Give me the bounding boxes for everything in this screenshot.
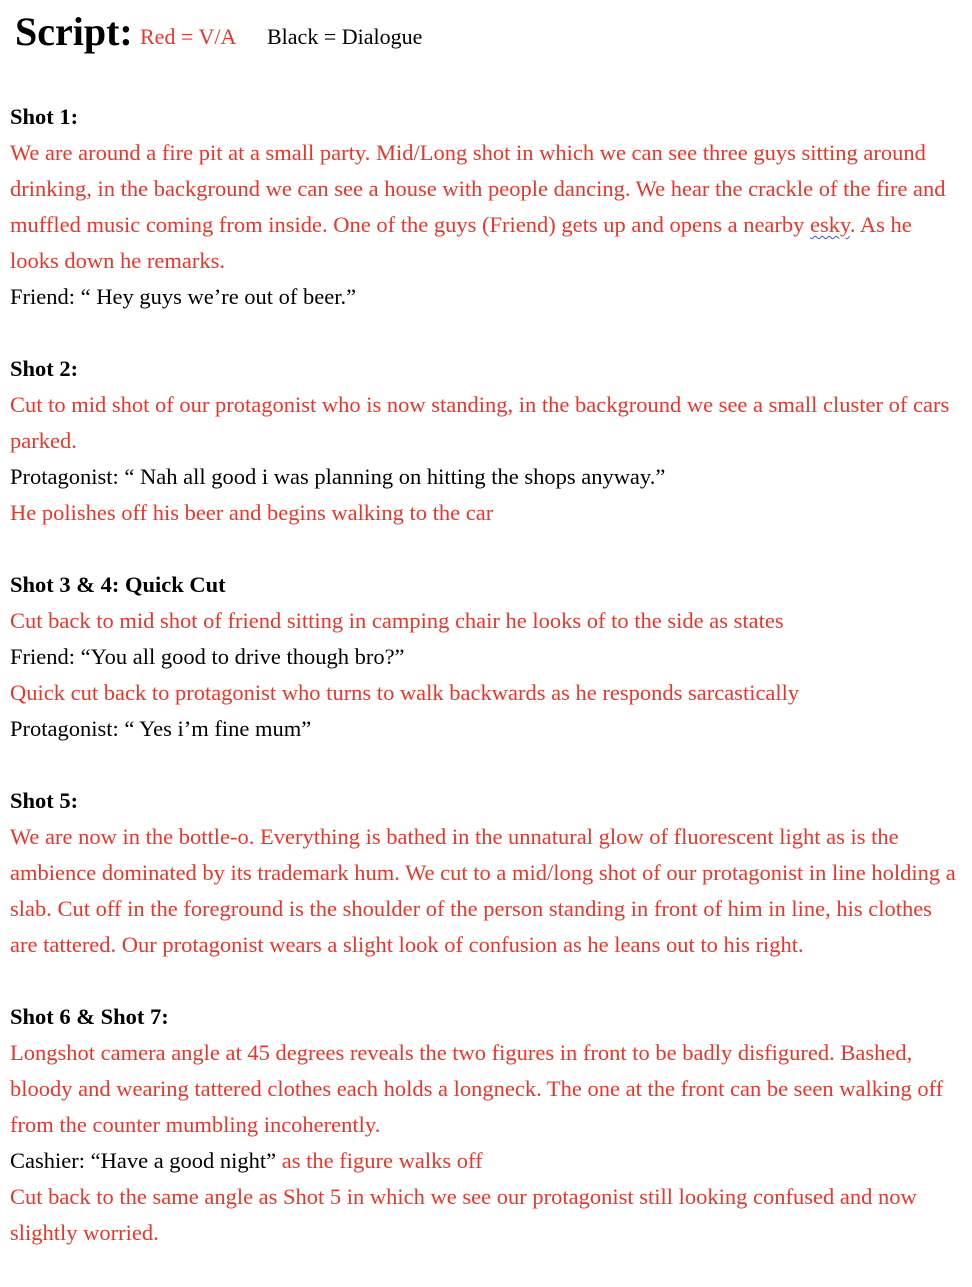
shot-heading: Shot 1: xyxy=(10,104,79,129)
mixed-line xyxy=(10,1143,960,1179)
action-line: Quick cut back to protagonist who turns to walk backwards as he responds sarcastically xyxy=(10,680,800,705)
shot-6-7 xyxy=(10,999,960,1251)
shot-heading: Shot 6 & Shot 7: xyxy=(10,1004,169,1029)
document-header xyxy=(10,0,960,72)
action-line: Longshot camera angle at 45 degrees reveals the two figures in front to be badly disfigured. Bashed, bloody and wearing tattered clothes each holds a longneck. The one at the front can be seen walking off from the counter mumbling incoherently. xyxy=(10,1040,944,1137)
action-line: We are now in the bottle-o. Everything is bathed in the unnatural glow of fluorescent light as is the ambience dominated by its trademark hum. We cut to a mid/long shot of our protagonist in line holding a slab. Cut off in the foreground is the shoulder of the person standing in front of him in line, his clothes are tattered. Our protagonist wears a slight look of confusion as he leans out to his right. xyxy=(10,824,956,957)
legend-red-va: Red = V/A xyxy=(140,24,237,49)
action-text: as the figure walks off xyxy=(276,1148,483,1173)
shot-5 xyxy=(10,783,960,963)
action-line: Cut to mid shot of our protagonist who is now standing, in the background we see a small cluster of cars parked. xyxy=(10,392,950,453)
shot-1 xyxy=(10,99,960,315)
dialogue-line: Friend: “You all good to drive though bro?” xyxy=(10,644,405,669)
action-text: . As he looks down he remarks. xyxy=(10,212,912,273)
dialogue-line: Protagonist: “ Nah all good i was planning on hitting the shops anyway.” xyxy=(10,464,666,489)
dialogue-text: Cashier: “Have a good night” xyxy=(10,1148,277,1173)
script-document xyxy=(10,0,960,1245)
action-line: Cut back to the same angle as Shot 5 in which we see our protagonist still looking confused and now slightly worried. xyxy=(10,1184,917,1245)
dialogue-line: Friend: “ Hey guys we’re out of beer.” xyxy=(10,284,357,309)
shot-3-4 xyxy=(10,567,960,747)
legend-black-dialogue: Black = Dialogue xyxy=(267,24,423,49)
dialogue-line: Protagonist: “ Yes i’m fine mum” xyxy=(10,716,312,741)
action-line: Cut back to mid shot of friend sitting in camping chair he looks of to the side as states xyxy=(10,608,784,633)
action-text: We are around a fire pit at a small party. Mid/Long shot in which we can see three guys sitting around drinking, in the background we can see a house with people dancing. We hear the crackle of the fire and muffled music coming from inside. One of the guys (Friend) gets up and opens a nearby xyxy=(10,140,946,237)
shot-heading: Shot 2: xyxy=(10,356,79,381)
action-line: He polishes off his beer and begins walking to the car xyxy=(10,500,494,525)
shot-heading: Shot 5: xyxy=(10,788,79,813)
spellcheck-flagged-word[interactable]: esky xyxy=(810,212,850,237)
page-title: Script: xyxy=(15,9,133,54)
shots-list xyxy=(10,99,960,1287)
shot-heading: Shot 3 & 4: Quick Cut xyxy=(10,572,226,597)
shot-2 xyxy=(10,351,960,531)
action-line xyxy=(10,135,960,279)
